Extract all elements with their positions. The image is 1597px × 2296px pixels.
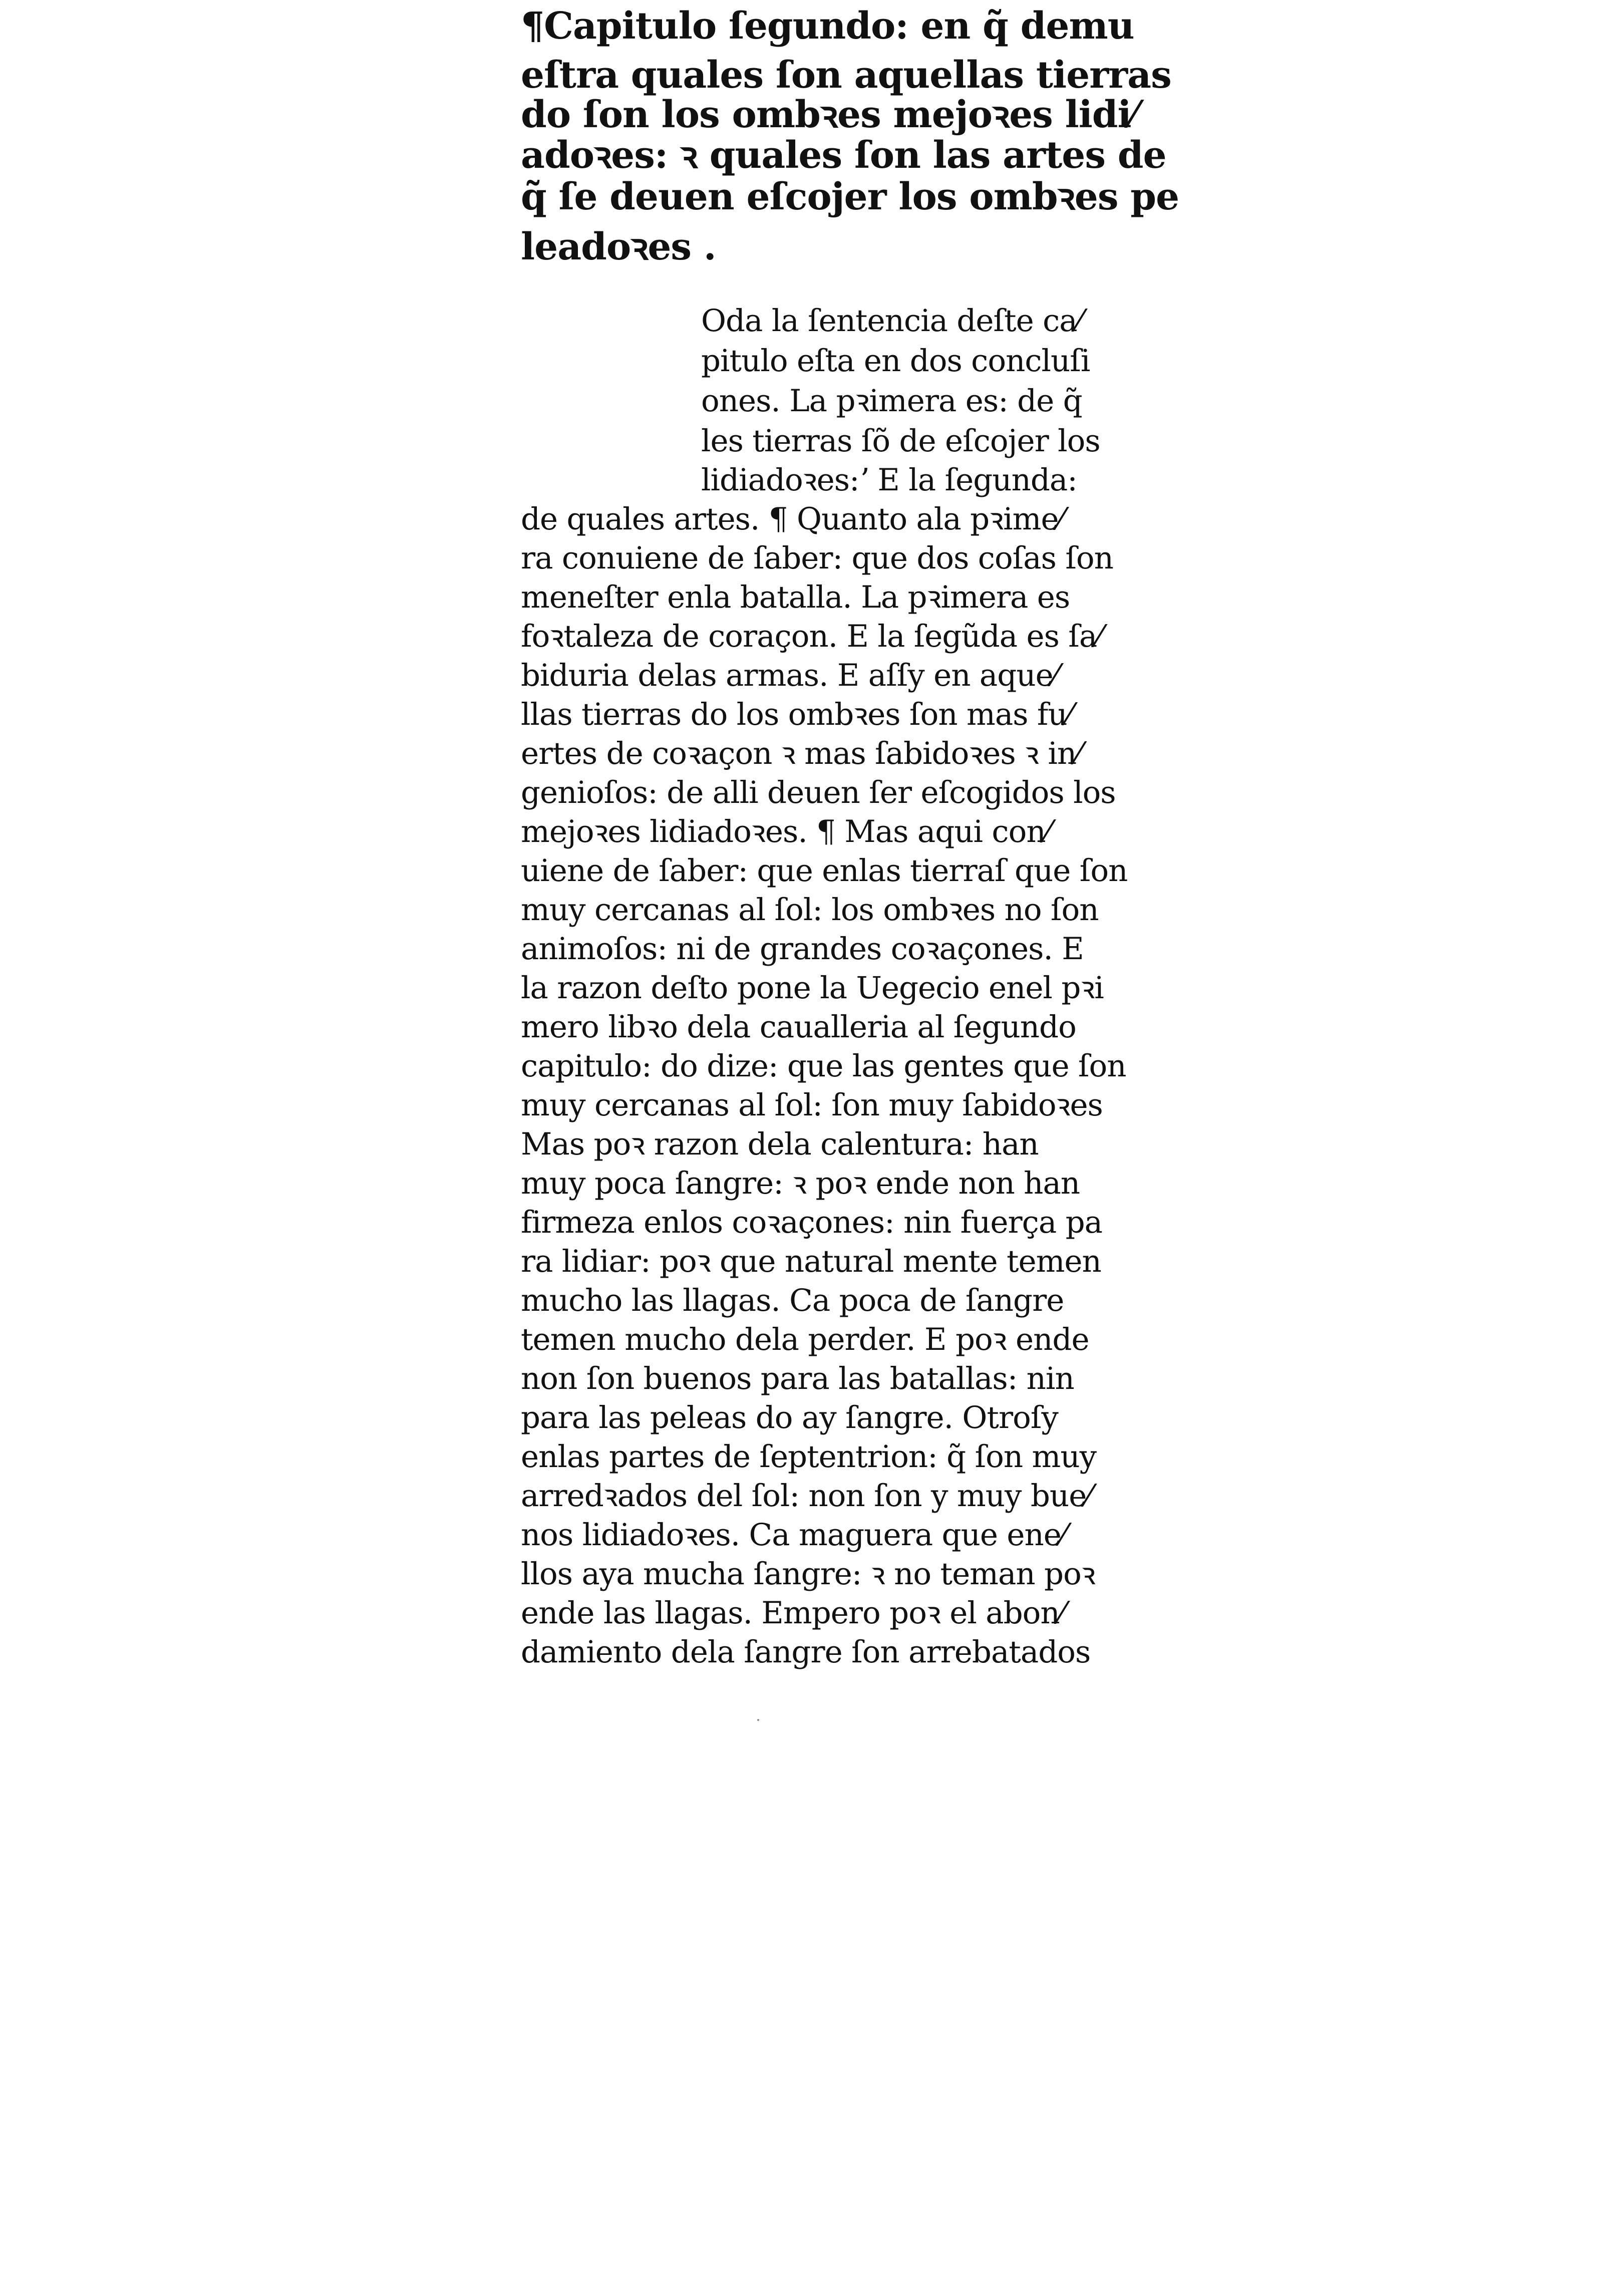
heading-line: leadoꝛes . [521,225,716,268]
body-line: mucho las llagas. Ca poca de ſangre [521,1283,1064,1318]
body-line: non ſon buenos para las batallas: nin [521,1361,1074,1396]
body-line: ra conuiene de ſaber: que dos coſas ſon [521,540,1113,576]
body-line: temen mucho dela perder. E poꝛ ende [521,1322,1089,1357]
body-line: foꝛtaleza de coraçon. E la ſegũda es ſa⁄ [521,619,1102,654]
body-line: de quales artes. ¶ Quanto ala pꝛime⁄ [521,501,1063,537]
heading-line: adoꝛes: ꝛ quales ſon las artes de [521,134,1166,177]
body-line: damiento dela ſangre ſon arrebatados [521,1634,1091,1670]
body-line: mero libꝛo dela caualleria al ſegundo [521,1009,1076,1045]
body-line: pitulo eſta en dos concluſi [701,343,1090,379]
body-line: llas tierras do los ombꝛes ſon mas fu⁄ [521,697,1072,732]
body-line: lidiadoꝛes:ʼ E la ſegunda: [701,462,1077,498]
body-line: muy poca ſangre: ꝛ poꝛ ende non han [521,1166,1080,1201]
heading-line: do ſon los ombꝛes mejoꝛes lidi⁄ [521,93,1137,136]
body-line: Oda la ſentencia deſte ca⁄ [701,303,1082,339]
body-line: animoſos: ni de grandes coꝛaçones. E [521,931,1084,967]
body-line: ende las llagas. Empero poꝛ el abon⁄ [521,1595,1064,1631]
body-line: biduria delas armas. E aſſy en aque⁄ [521,658,1058,693]
heading-line: q̃ ſe deuen eſcojer los ombꝛes pe [521,175,1179,218]
body-line: genioſos: de alli deuen ſer eſcogidos los [521,775,1116,810]
body-line: mejoꝛes lidiadoꝛes. ¶ Mas aqui con⁄ [521,814,1050,849]
body-line: firmeza enlos coꝛaçones: nin fuerça pa [521,1205,1103,1240]
body-line: la razon deſto pone la Uegecio enel pꝛi [521,970,1104,1006]
ink-speck [757,1719,759,1721]
body-line: ones. La pꝛimera es: de q̃ [701,383,1082,419]
body-line: meneſter enla batalla. La pꝛimera es [521,580,1070,615]
body-line: les tierras ſõ de eſcojer los [701,423,1100,459]
body-line: muy cercanas al ſol: ſon muy ſabidoꝛes [521,1087,1103,1123]
body-line: muy cercanas al ſol: los ombꝛes no ſon [521,892,1099,928]
body-line: ra lidiar: poꝛ que natural mente temen [521,1244,1101,1279]
heading-line: eſtra quales ſon aquellas tierras [521,54,1171,97]
body-line: llos aya mucha ſangre: ꝛ no teman poꝛ [521,1556,1095,1592]
heading-line: ¶Capitulo ſegundo: en q̃ demu [521,5,1134,48]
body-line: para las peleas do ay ſangre. Otroſy [521,1400,1058,1436]
body-line: arredꝛados del ſol: non ſon y muy bue⁄ [521,1478,1091,1514]
body-line: nos lidiadoꝛes. Ca maguera que ene⁄ [521,1517,1066,1553]
body-line: capitulo: do dize: que las gentes que ſon [521,1048,1126,1084]
body-line: enlas partes de ſeptentrion: q̃ ſon muy [521,1439,1097,1475]
body-line: ertes de coꝛaçon ꝛ mas ſabidoꝛes ꝛ in⁄ [521,736,1081,771]
body-line: Mas poꝛ razon dela calentura: han [521,1126,1039,1162]
body-line: uiene de ſaber: que enlas tierraſ que ſon [521,853,1128,889]
